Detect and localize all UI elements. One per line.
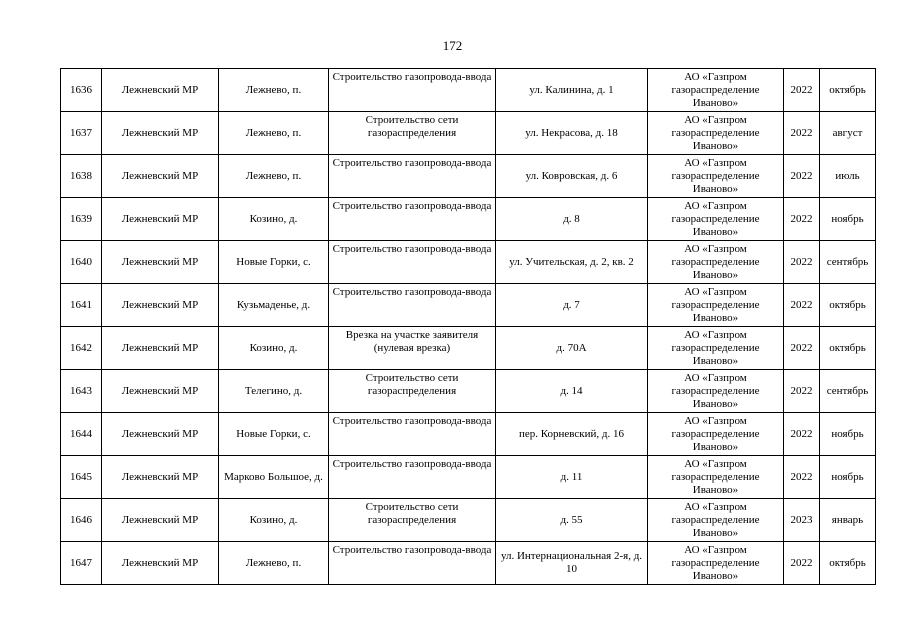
table-row: [61, 198, 876, 241]
organization-cell: АО «Газпром газораспределение Иваново»: [648, 155, 784, 198]
year-cell: 2022: [784, 155, 820, 198]
organization-cell: АО «Газпром газораспределение Иваново»: [648, 499, 784, 542]
table-row: [61, 112, 876, 155]
table-row: [61, 542, 876, 585]
district-cell: Лежневский МР: [102, 69, 219, 112]
work-type-cell: Строительство сети газораспределения: [329, 370, 496, 413]
organization-cell: АО «Газпром газораспределение Иваново»: [648, 198, 784, 241]
table-body: [61, 69, 876, 585]
table-row: [61, 69, 876, 112]
year-cell: 2022: [784, 413, 820, 456]
address-cell: д. 7: [496, 284, 648, 327]
work-type-cell: Строительство газопровода-ввода: [329, 542, 496, 585]
organization-cell: АО «Газпром газораспределение Иваново»: [648, 542, 784, 585]
year-cell: 2023: [784, 499, 820, 542]
row-number-cell: 1643: [61, 370, 102, 413]
year-cell: 2022: [784, 112, 820, 155]
work-type-cell: Строительство газопровода-ввода: [329, 413, 496, 456]
locality-cell: Телегино, д.: [219, 370, 329, 413]
year-cell: 2022: [784, 198, 820, 241]
district-cell: Лежневский МР: [102, 241, 219, 284]
row-number-cell: 1636: [61, 69, 102, 112]
district-cell: Лежневский МР: [102, 413, 219, 456]
locality-cell: Лежнево, п.: [219, 155, 329, 198]
address-cell: д. 8: [496, 198, 648, 241]
table-row: [61, 456, 876, 499]
month-cell: октябрь: [820, 542, 876, 585]
year-cell: 2022: [784, 456, 820, 499]
locality-cell: Лежнево, п.: [219, 112, 329, 155]
table-row: [61, 284, 876, 327]
organization-cell: АО «Газпром газораспределение Иваново»: [648, 112, 784, 155]
work-type-cell: Строительство газопровода-ввода: [329, 241, 496, 284]
work-type-cell: Строительство газопровода-ввода: [329, 456, 496, 499]
organization-cell: АО «Газпром газораспределение Иваново»: [648, 241, 784, 284]
work-type-cell: Строительство газопровода-ввода: [329, 198, 496, 241]
year-cell: 2022: [784, 327, 820, 370]
locality-cell: Новые Горки, с.: [219, 241, 329, 284]
table-row: [61, 499, 876, 542]
address-cell: д. 11: [496, 456, 648, 499]
work-type-cell: Строительство газопровода-ввода: [329, 284, 496, 327]
address-cell: д. 55: [496, 499, 648, 542]
district-cell: Лежневский МР: [102, 112, 219, 155]
month-cell: ноябрь: [820, 456, 876, 499]
district-cell: Лежневский МР: [102, 542, 219, 585]
table-row: [61, 370, 876, 413]
month-cell: ноябрь: [820, 413, 876, 456]
page-number: 172: [442, 38, 463, 53]
address-cell: ул. Интернациональная 2-я, д. 10: [496, 542, 648, 585]
district-cell: Лежневский МР: [102, 155, 219, 198]
row-number-cell: 1638: [61, 155, 102, 198]
row-number-cell: 1646: [61, 499, 102, 542]
month-cell: сентябрь: [820, 370, 876, 413]
address-cell: ул. Некрасова, д. 18: [496, 112, 648, 155]
year-cell: 2022: [784, 69, 820, 112]
district-cell: Лежневский МР: [102, 456, 219, 499]
month-cell: октябрь: [820, 284, 876, 327]
table-row: [61, 155, 876, 198]
work-type-cell: Строительство сети газораспределения: [329, 499, 496, 542]
district-cell: Лежневский МР: [102, 499, 219, 542]
address-cell: ул. Калинина, д. 1: [496, 69, 648, 112]
table-row: [61, 413, 876, 456]
organization-cell: АО «Газпром газораспределение Иваново»: [648, 327, 784, 370]
locality-cell: Лежнево, п.: [219, 542, 329, 585]
district-cell: Лежневский МР: [102, 198, 219, 241]
locality-cell: Козино, д.: [219, 198, 329, 241]
organization-cell: АО «Газпром газораспределение Иваново»: [648, 456, 784, 499]
locality-cell: Кузьмаденье, д.: [219, 284, 329, 327]
month-cell: ноябрь: [820, 198, 876, 241]
address-cell: д. 14: [496, 370, 648, 413]
district-cell: Лежневский МР: [102, 284, 219, 327]
locality-cell: Козино, д.: [219, 499, 329, 542]
address-cell: д. 70А: [496, 327, 648, 370]
month-cell: август: [820, 112, 876, 155]
organization-cell: АО «Газпром газораспределение Иваново»: [648, 284, 784, 327]
row-number-cell: 1644: [61, 413, 102, 456]
month-cell: июль: [820, 155, 876, 198]
locality-cell: Лежнево, п.: [219, 69, 329, 112]
work-type-cell: Строительство газопровода-ввода: [329, 155, 496, 198]
month-cell: январь: [820, 499, 876, 542]
table-row: [61, 327, 876, 370]
row-number-cell: 1641: [61, 284, 102, 327]
row-number-cell: 1639: [61, 198, 102, 241]
address-cell: ул. Ковровская, д. 6: [496, 155, 648, 198]
table-row: [61, 241, 876, 284]
row-number-cell: 1645: [61, 456, 102, 499]
locality-cell: Марково Большое, д.: [219, 456, 329, 499]
year-cell: 2022: [784, 284, 820, 327]
year-cell: 2022: [784, 542, 820, 585]
gasification-table: [60, 68, 876, 585]
month-cell: октябрь: [820, 327, 876, 370]
organization-cell: АО «Газпром газораспределение Иваново»: [648, 370, 784, 413]
row-number-cell: 1637: [61, 112, 102, 155]
row-number-cell: 1640: [61, 241, 102, 284]
organization-cell: АО «Газпром газораспределение Иваново»: [648, 413, 784, 456]
year-cell: 2022: [784, 370, 820, 413]
organization-cell: АО «Газпром газораспределение Иваново»: [648, 69, 784, 112]
work-type-cell: Строительство газопровода-ввода: [329, 69, 496, 112]
work-type-cell: Врезка на участке заявителя (нулевая врезка): [329, 327, 496, 370]
address-cell: пер. Корневский, д. 16: [496, 413, 648, 456]
row-number-cell: 1647: [61, 542, 102, 585]
locality-cell: Козино, д.: [219, 327, 329, 370]
work-type-cell: Строительство сети газораспределения: [329, 112, 496, 155]
district-cell: Лежневский МР: [102, 370, 219, 413]
district-cell: Лежневский МР: [102, 327, 219, 370]
row-number-cell: 1642: [61, 327, 102, 370]
month-cell: октябрь: [820, 69, 876, 112]
locality-cell: Новые Горки, с.: [219, 413, 329, 456]
month-cell: сентябрь: [820, 241, 876, 284]
address-cell: ул. Учительская, д. 2, кв. 2: [496, 241, 648, 284]
year-cell: 2022: [784, 241, 820, 284]
